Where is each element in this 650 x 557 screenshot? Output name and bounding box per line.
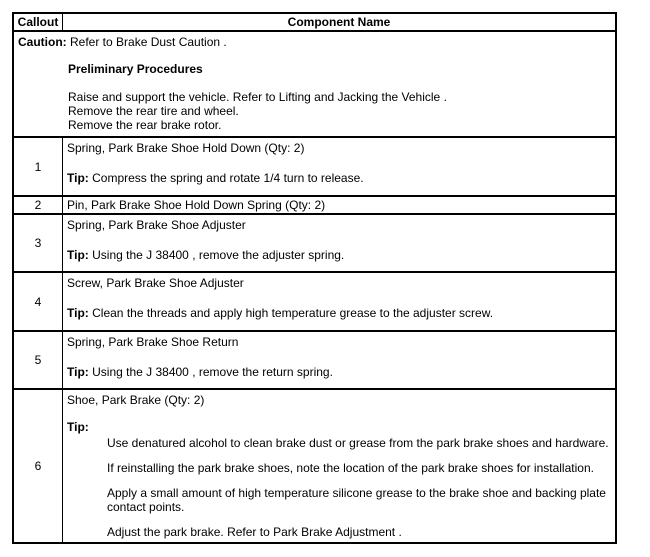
component-cell (63, 215, 615, 271)
tip-item: Adjust the park brake. Refer to Park Brake Adjustment . (107, 525, 402, 539)
tip-items (107, 436, 611, 539)
tip-line (67, 365, 611, 379)
callout-number: 6 (34, 459, 42, 473)
component-header-label: Component Name (287, 15, 391, 29)
callout-header-label: Callout (17, 15, 59, 29)
table-row (14, 332, 615, 390)
component-header-cell (63, 14, 615, 30)
caution-row (14, 32, 615, 138)
tip-label: Tip: (67, 171, 89, 185)
tip-label: Tip: (67, 365, 89, 379)
tip-text: Using the J 38400 , remove the adjuster spring. (92, 248, 345, 262)
callout-header-cell (14, 14, 63, 30)
tip-text: Clean the threads and apply high temperature grease to the adjuster screw. (92, 306, 494, 320)
table-row (14, 215, 615, 273)
table-row (14, 138, 615, 197)
component-name: Spring, Park Brake Shoe Return (67, 335, 239, 349)
callout-number: 5 (34, 353, 42, 367)
callout-cell (14, 197, 63, 213)
tip-label: Tip: (67, 420, 89, 434)
preliminary-steps (68, 90, 611, 132)
caution-text: Refer to Brake Dust Caution . (70, 35, 227, 49)
component-name: Pin, Park Brake Shoe Hold Down Spring (Qty: 2) (67, 198, 326, 212)
preliminary-step: Remove the rear tire and wheel. (68, 104, 239, 118)
caution-cell (14, 32, 615, 136)
table-header-row (14, 14, 615, 32)
preliminary-step: Remove the rear brake rotor. (68, 118, 222, 132)
component-cell (63, 273, 615, 330)
tip-item: Apply a small amount of high temperature silicone grease to the brake shoe and backing plate contact points. (107, 486, 606, 514)
tip-label: Tip: (67, 248, 89, 262)
tip-line (67, 248, 611, 262)
preliminary-step: Raise and support the vehicle. Refer to Lifting and Jacking the Vehicle . (68, 90, 447, 104)
component-cell (63, 390, 615, 542)
tip-item: Use denatured alcohol to clean brake dust or grease from the park brake shoes and hardware. (107, 436, 609, 450)
callout-cell (14, 138, 63, 195)
callout-cell (14, 332, 63, 388)
table-row (14, 390, 615, 542)
tip-label: Tip: (67, 306, 89, 320)
component-cell (63, 138, 615, 195)
callout-cell (14, 390, 63, 542)
callout-cell (14, 215, 63, 271)
preliminary-procedures-title: Preliminary Procedures (68, 62, 203, 76)
callout-number: 3 (34, 236, 42, 250)
callout-number: 4 (34, 294, 42, 309)
table-row (14, 273, 615, 332)
callout-number: 1 (34, 159, 42, 174)
tip-line (67, 171, 611, 185)
tip-item: If reinstalling the park brake shoes, note the location of the park brake shoes for installation. (107, 461, 594, 475)
caution-label: Caution: (18, 35, 67, 49)
table-row (14, 197, 615, 215)
component-name: Shoe, Park Brake (Qty: 2) (67, 393, 205, 407)
component-cell (63, 332, 615, 388)
component-name: Spring, Park Brake Shoe Hold Down (Qty: 2) (67, 141, 305, 155)
component-name: Screw, Park Brake Shoe Adjuster (67, 276, 244, 290)
tip-text: Using the J 38400 , remove the return spring. (92, 365, 333, 379)
callout-number: 2 (34, 198, 42, 212)
tip-text: Compress the spring and rotate 1/4 turn to release. (92, 171, 364, 185)
tip-line (67, 306, 611, 320)
callout-cell (14, 273, 63, 330)
component-cell (63, 197, 615, 213)
component-table (12, 12, 617, 544)
caution-line (18, 35, 611, 49)
component-name: Spring, Park Brake Shoe Adjuster (67, 218, 246, 232)
